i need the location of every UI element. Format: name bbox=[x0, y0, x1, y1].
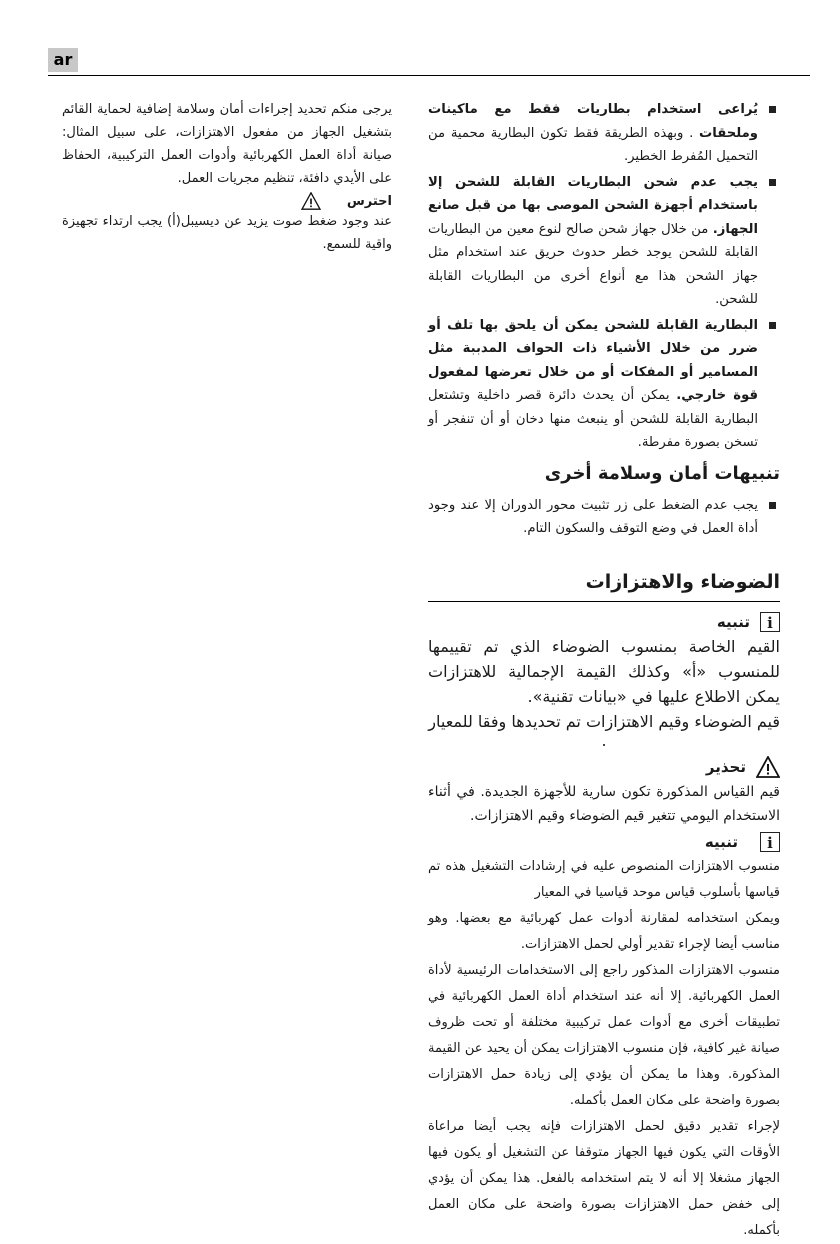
bullet-item bbox=[428, 171, 780, 312]
warning-text: عند وجود ضغط صوت يزيد عن ديسيبل(أ) يجب ارتداء تجهيزة واقية للسمع. bbox=[62, 214, 392, 252]
warning-title-row bbox=[62, 192, 392, 210]
caution-title: تحذير bbox=[705, 757, 746, 776]
vibration-safety-text: يرجى منكم تحديد إجراءات أمان وسلامة إضافية لحماية القائم بتشغيل الجهاز من مفعول الاهتزازات، على سبيل المثال: صيانة أداة العمل الكهربائية وأدوات العمل التركيبية، الحفاظ على الأيدي دافئة، تنظيم مجريات العمل. bbox=[62, 102, 392, 186]
info-icon: i bbox=[760, 832, 780, 852]
left-column bbox=[62, 98, 392, 256]
caution-text: قيم القياس المذكورة تكون سارية للأجهزة الجديدة. في أثناء الاستخدام اليومي تتغير قيم الضوضاء وقيم الاهتزازات. bbox=[428, 783, 780, 824]
note-text: القيم الخاصة بمنسوب الضوضاء الذي تم تقييمها للمنسوب «أ» وكذلك القيمة الإجمالية للاهتزازات يمكن الاطلاع عليها في «بيانات تقنية». bbox=[428, 636, 780, 706]
note-title: تنبيه bbox=[704, 832, 738, 851]
bullet-item bbox=[428, 98, 780, 169]
warning-triangle-icon bbox=[301, 192, 321, 210]
bullet-item bbox=[428, 314, 780, 455]
info-icon: i bbox=[760, 612, 780, 632]
section-divider bbox=[428, 601, 780, 602]
note-title-row bbox=[428, 612, 780, 632]
bullet-bold-text: البطارية القابلة للشحن يمكن أن يلحق بها تلف أو ضرر من خلال الأشياء ذات الحواف المدببة مثل المسامير أو المفكات أو من خلال تعرضها لمفعول قوة خارجي. bbox=[428, 317, 758, 403]
bullet-bold-text: يجب عدم شحن البطاريات القابلة للشحن إلا باستخدام أجهزة الشحن الموصى بها من قبل صانع الجهاز. bbox=[428, 174, 758, 237]
bullet-text: يجب عدم الضغط على زر تثبيت محور الدوران إلا عند وجود أداة العمل في وضع التوقف والسكون التام. bbox=[428, 497, 758, 536]
header-divider bbox=[48, 75, 810, 76]
bullet-item bbox=[428, 494, 780, 541]
note-dot: . bbox=[601, 730, 607, 750]
note-paragraph: ويمكن استخدامه لمقارنة أدوات عمل كهربائية مع بعضها. وهو مناسب أيضا لإجراء تقدير أولي لحمل الاهتزازات. bbox=[428, 910, 780, 952]
note-paragraph: منسوب الاهتزازات المذكور راجع إلى الاستخدامات الرئيسية لأداة العمل الكهربائية. إلا أنه عند استخدام أداة العمل الكهربائية في تطبيقات أخرى مع أدوات عمل تركيبية مختلفة أو تحت ظروف صيانة غير كافية، فإن منسوب الاهتزازات يمكن أن يحيد عن القيمة المذكورة. وهذا ما يمكن أن يؤدي إلى زيادة حمل الاهتزازات بصورة واضحة على مكان العمل بأكمله. bbox=[428, 962, 780, 1108]
other-safety-heading: تنبيهات أمان وسلامة أخرى bbox=[544, 462, 780, 484]
note-paragraph: لإجراء تقدير دقيق لحمل الاهتزازات فإنه يجب أيضا مراعاة الأوقات التي يكون فيها الجهاز متوقفا عن التشغيل أو يكون فيها الجهاز مشغلا إلا أنه لا يتم استخدامه بالفعل. هذا يمكن أن يؤدي إلى خفض حمل الاهتزازات بصورة واضحة على مكان العمل بأكمله. bbox=[428, 1118, 780, 1238]
note-title-row bbox=[428, 832, 780, 852]
warning-title: احترس bbox=[346, 193, 392, 209]
caution-title-row bbox=[428, 756, 780, 778]
bullet-text: من خلال جهاز شحن صالح لنوع معين من البطاريات القابلة للشحن يوجد خطر حدوث حريق عند استخدام مثل جهاز الشحن هذا مع أنواع أخرى من البطاريات القابلة للشحن. bbox=[428, 221, 758, 307]
note-text: قيم الضوضاء وقيم الاهتزازات تم تحديدها وفقا للمعيار bbox=[428, 711, 780, 731]
noise-vibration-heading: الضوضاء والاهتزازات bbox=[585, 570, 780, 593]
bullet-text: يمكن أن يحدث دائرة قصر داخلية وتشتعل البطارية القابلة للشحن أو ينبعث منها دخان أو أن تنفجر أو تسخن بصورة مفرطة. bbox=[428, 388, 758, 450]
note-title: تنبيه bbox=[716, 612, 750, 631]
bullet-text: . وبهذه الطريقة فقط تكون البطارية محمية من التحميل المُفرط الخطير. bbox=[428, 125, 758, 164]
bullet-bold-text: يُراعى استخدام بطاريات فقط مع ماكينات وملحقات bbox=[428, 102, 758, 141]
warning-triangle-icon bbox=[756, 756, 780, 778]
note-paragraph: منسوب الاهتزازات المنصوص عليه في إرشادات التشغيل هذه تم قياسها بأسلوب قياس موحد قياسيا في المعيار bbox=[428, 858, 780, 900]
right-column bbox=[428, 98, 780, 1244]
language-badge: ar bbox=[48, 48, 78, 72]
